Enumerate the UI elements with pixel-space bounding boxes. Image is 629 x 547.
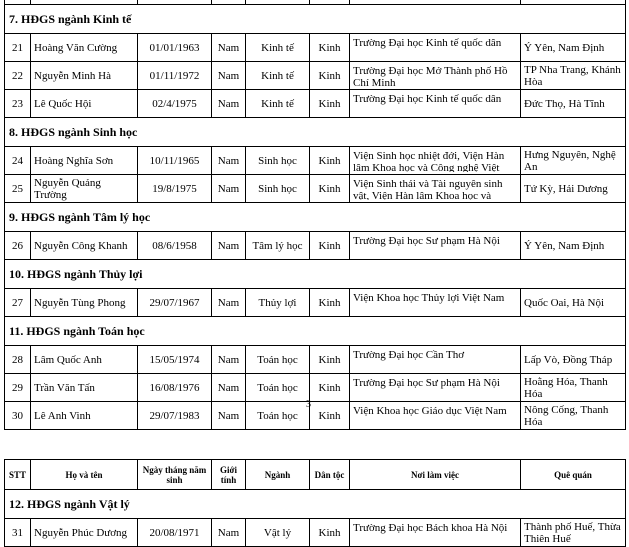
cell-hometown: TP Nha Trang, Khánh Hòa <box>521 62 626 90</box>
cell-dob: 01/11/1972 <box>138 62 212 90</box>
cell-gender: Nam <box>212 346 246 374</box>
cell-workplace <box>350 232 521 260</box>
cell-ethnicity: Kinh <box>310 90 350 118</box>
header-ethnicity: Dân tộc <box>310 460 350 490</box>
table-row <box>5 175 626 203</box>
cell-ethnicity: Kinh <box>310 34 350 62</box>
header-name: Họ và tên <box>31 460 138 490</box>
workplace-text: Trường Đại học Cần Thơ <box>353 348 465 361</box>
cell-dob: 29/07/1983 <box>138 402 212 430</box>
cell-gender: Nam <box>212 34 246 62</box>
cell-field: Thủy lợi <box>246 289 310 317</box>
cell-name: Nguyễn Công Khanh <box>31 232 138 260</box>
table-body <box>5 490 626 547</box>
cell-stt: 30 <box>5 402 31 430</box>
section-heading-row <box>5 203 626 232</box>
header-dob: Ngày tháng năm sinh <box>138 460 212 490</box>
cell-workplace <box>350 519 521 547</box>
table-body <box>5 0 626 430</box>
cell-workplace <box>350 62 521 90</box>
cell-gender: Nam <box>212 90 246 118</box>
cell-name: Hoàng Nghĩa Sơn <box>31 147 138 175</box>
cell-hometown: Tứ Kỳ, Hải Dương <box>521 175 626 203</box>
table-row <box>5 232 626 260</box>
cell-field: Kinh tế <box>246 34 310 62</box>
workplace-text: Trường Đại học Bách khoa Hà Nội <box>353 521 508 534</box>
cell-name: Hoàng Văn Cường <box>31 34 138 62</box>
cell-gender: Nam <box>212 519 246 547</box>
cell-hometown: Ý Yên, Nam Định <box>521 232 626 260</box>
cell-field: Sinh học <box>246 175 310 203</box>
cell-stt: 31 <box>5 519 31 547</box>
cell-dob: 19/8/1975 <box>138 175 212 203</box>
table-row <box>5 289 626 317</box>
cell-workplace <box>350 175 521 203</box>
cell-gender: Nam <box>212 374 246 402</box>
cell-hometown: Nông Cống, Thanh Hóa <box>521 402 626 430</box>
section-heading-row <box>5 260 626 289</box>
table-row <box>5 374 626 402</box>
table-row <box>5 62 626 90</box>
section-title: 12. HĐGS ngành Vật lý <box>5 490 626 519</box>
cell-stt: 29 <box>5 374 31 402</box>
cell-dob: 08/6/1958 <box>138 232 212 260</box>
cell-hometown: Thành phố Huế, Thừa Thiên Huế <box>521 519 626 547</box>
table-row <box>5 519 626 547</box>
cell-stt: 22 <box>5 62 31 90</box>
section-title: 10. HĐGS ngành Thủy lợi <box>5 260 626 289</box>
cell-name: Nguyễn Quảng Trường <box>31 175 138 203</box>
cell-workplace <box>350 289 521 317</box>
cell-gender: Nam <box>212 232 246 260</box>
cell-field: Kinh tế <box>246 90 310 118</box>
cell-field: Toán học <box>246 346 310 374</box>
cell-workplace <box>350 374 521 402</box>
table-row <box>5 346 626 374</box>
header-field: Ngành <box>246 460 310 490</box>
cell-name: Nguyễn Tùng Phong <box>31 289 138 317</box>
table-row <box>5 147 626 175</box>
cell-ethnicity: Kinh <box>310 147 350 175</box>
cell-field: Toán học <box>246 374 310 402</box>
table-row <box>5 34 626 62</box>
section-heading-row <box>5 118 626 147</box>
cell-ethnicity: Kinh <box>310 519 350 547</box>
cell-hometown: Lấp Vò, Đồng Tháp <box>521 346 626 374</box>
table-row <box>5 402 626 430</box>
cell-dob: 01/01/1963 <box>138 34 212 62</box>
cell-ethnicity: Kinh <box>310 346 350 374</box>
cell-field: Tâm lý học <box>246 232 310 260</box>
section-title: 11. HĐGS ngành Toán học <box>5 317 626 346</box>
cell-workplace <box>350 90 521 118</box>
workplace-text: Trường Đại học Mở Thành phố Hồ Chí Minh <box>353 64 508 87</box>
workplace-text: Viện Khoa học Thủy lợi Việt Nam <box>353 291 505 304</box>
cell-name: Lâm Quốc Anh <box>31 346 138 374</box>
section-heading-row <box>5 317 626 346</box>
cell-ethnicity: Kinh <box>310 374 350 402</box>
cell-name: Lê Anh Vinh <box>31 402 138 430</box>
workplace-text: Viện Sinh học nhiệt đới, Viện Hàn lâm Khoa học và Công nghệ Việt <box>353 149 505 172</box>
cell-stt: 21 <box>5 34 31 62</box>
cell-gender: Nam <box>212 147 246 175</box>
workplace-text: Viện Khoa học Giáo dục Việt Nam <box>353 404 507 417</box>
section-title: 9. HĐGS ngành Tâm lý học <box>5 203 626 232</box>
cell-hometown: Đức Thọ, Hà Tĩnh <box>521 90 626 118</box>
workplace-text: Trường Đại học Kinh tế quốc dân <box>353 36 502 49</box>
header-workplace: Nơi làm việc <box>350 460 521 490</box>
cell-dob: 10/11/1965 <box>138 147 212 175</box>
section-title: 7. HĐGS ngành Kinh tế <box>5 5 626 34</box>
cell-hometown: Hoằng Hóa, Thanh Hóa <box>521 374 626 402</box>
cell-field: Toán học <box>246 402 310 430</box>
cell-ethnicity: Kinh <box>310 175 350 203</box>
cell-dob: 16/08/1976 <box>138 374 212 402</box>
cell-field: Kinh tế <box>246 62 310 90</box>
cell-hometown: Hưng Nguyên, Nghệ An <box>521 147 626 175</box>
cell-ethnicity: Kinh <box>310 402 350 430</box>
cell-name: Nguyễn Phúc Dương <box>31 519 138 547</box>
cell-ethnicity: Kinh <box>310 289 350 317</box>
cell-ethnicity: Kinh <box>310 232 350 260</box>
header-hometown: Quê quán <box>521 460 626 490</box>
table-header <box>5 460 626 490</box>
cell-gender: Nam <box>212 62 246 90</box>
section-heading-row <box>5 490 626 519</box>
section-title: 8. HĐGS ngành Sinh học <box>5 118 626 147</box>
table-row <box>5 90 626 118</box>
page-number: 3 <box>306 399 311 410</box>
cell-stt: 27 <box>5 289 31 317</box>
cell-dob: 02/4/1975 <box>138 90 212 118</box>
cell-name: Lê Quốc Hội <box>31 90 138 118</box>
workplace-text: Trường Đại học Sư phạm Hà Nội <box>353 234 500 247</box>
cell-ethnicity: Kinh <box>310 62 350 90</box>
candidate-table-page-4 <box>4 459 626 547</box>
cell-stt: 26 <box>5 232 31 260</box>
cell-name: Nguyễn Minh Hà <box>31 62 138 90</box>
workplace-text: Viện Sinh thái và Tài nguyên sinh vật, Viện Hàn lâm Khoa học và <box>353 177 503 200</box>
workplace-text: Trường Đại học Sư phạm Hà Nội <box>353 376 500 389</box>
cell-gender: Nam <box>212 175 246 203</box>
cell-field: Vật lý <box>246 519 310 547</box>
cell-stt: 24 <box>5 147 31 175</box>
cell-hometown: Quốc Oai, Hà Nội <box>521 289 626 317</box>
header-stt: STT <box>5 460 31 490</box>
candidate-table-page-3 <box>4 0 626 430</box>
cell-dob: 20/08/1971 <box>138 519 212 547</box>
workplace-text: Trường Đại học Kinh tế quốc dân <box>353 92 502 105</box>
cell-workplace <box>350 346 521 374</box>
section-heading-row <box>5 5 626 34</box>
cell-gender: Nam <box>212 289 246 317</box>
cell-dob: 29/07/1967 <box>138 289 212 317</box>
cell-gender: Nam <box>212 402 246 430</box>
cell-dob: 15/05/1974 <box>138 346 212 374</box>
cell-stt: 28 <box>5 346 31 374</box>
cell-hometown: Ý Yên, Nam Định <box>521 34 626 62</box>
cell-workplace <box>350 402 521 430</box>
header-gender: Giới tính <box>212 460 246 490</box>
cell-name: Trần Văn Tấn <box>31 374 138 402</box>
cell-workplace <box>350 147 521 175</box>
cell-workplace <box>350 34 521 62</box>
cell-stt: 23 <box>5 90 31 118</box>
cell-stt: 25 <box>5 175 31 203</box>
cell-field: Sinh học <box>246 147 310 175</box>
